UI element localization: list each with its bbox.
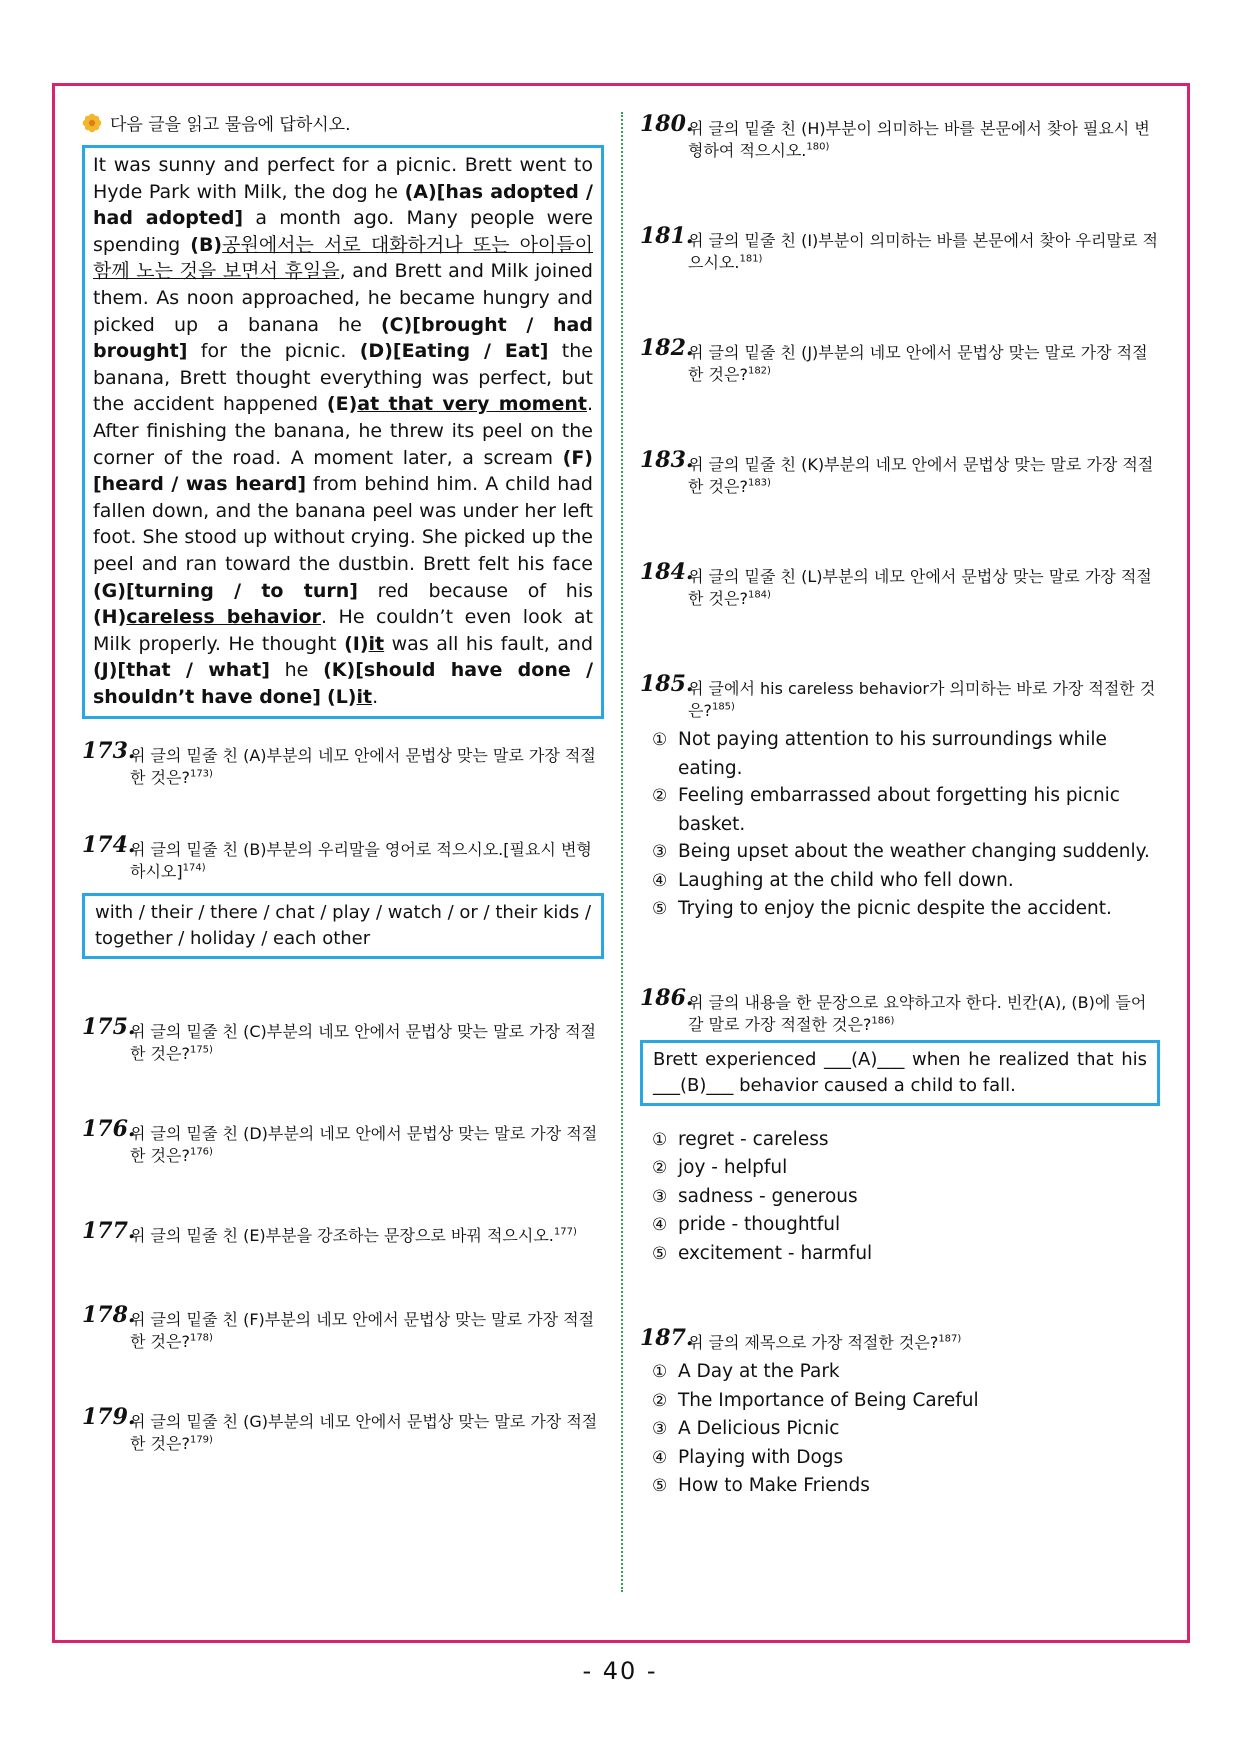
- answer-option[interactable]: [640, 1240, 1160, 1269]
- question-text: 위 글의 밑줄 친 (H)부분이 의미하는 바를 본문에서 찾아 필요시 변형하여 적으시오.: [688, 119, 1150, 160]
- passage-bold-run: (G)[turning / to turn]: [93, 579, 358, 602]
- passage-text-run: the banana, Brett thought everything was perfect, but the accident happened: [93, 340, 593, 416]
- question-text: 위 글의 밑줄 친 (G)부분의 네모 안에서 문법상 맞는 말로 가장 적절한 것은?: [130, 1412, 598, 1454]
- question-text: 위 글의 밑줄 친 (F)부분의 네모 안에서 문법상 맞는 말로 가장 적절한 것은?: [130, 1310, 595, 1352]
- option-text: The Importance of Being Careful: [678, 1389, 979, 1411]
- question-text: 위 글의 밑줄 친 (I)부분이 의미하는 바를 본문에서 찾아 우리말로 적으시오.: [688, 231, 1158, 272]
- option-text: Being upset about the weather changing suddenly.: [678, 841, 1150, 862]
- passage-text-run: . After finishing the banana, he threw its peel on the corner of the road. A moment later, a scream: [93, 393, 593, 469]
- option-text: Not paying attention to his surroundings while eating.: [678, 729, 1107, 779]
- answer-option[interactable]: [640, 1444, 1160, 1473]
- footnote-ref: 181): [739, 253, 763, 265]
- passage-text-run: was all his fault, and: [384, 632, 594, 655]
- option-marker: ④: [652, 870, 668, 891]
- passage-underlined-run: careless behavior: [126, 606, 321, 629]
- question-178: [82, 1302, 604, 1353]
- passage-bold-run: (J)[that / what]: [93, 659, 270, 682]
- footnote-ref: 175): [189, 1045, 213, 1057]
- question-182: [640, 335, 1160, 386]
- question-number: 173.: [82, 738, 136, 765]
- option-text: pride - thoughtful: [678, 1214, 841, 1235]
- option-marker: ②: [652, 786, 668, 806]
- options-185: [640, 726, 1160, 924]
- flower-icon: [82, 113, 102, 133]
- answer-option[interactable]: [640, 1126, 1160, 1155]
- question-text: 위 글의 밑줄 친 (D)부분의 네모 안에서 문법상 맞는 말로 가장 적절한 것은?: [130, 1124, 598, 1166]
- question-text: 위 글의 밑줄 친 (C)부분의 네모 안에서 문법상 맞는 말로 가장 적절한 것은?: [130, 1022, 597, 1064]
- option-marker: ④: [652, 1447, 668, 1468]
- option-text: How to Make Friends: [678, 1475, 870, 1496]
- answer-option[interactable]: [640, 1387, 1160, 1416]
- question-text: 위 글의 밑줄 친 (A)부분의 네모 안에서 문법상 맞는 말로 가장 적절한 것은?: [130, 746, 596, 788]
- question-text: 위 글의 밑줄 친 (B)부분의 우리말을 영어로 적으시오.[필요시 변형하시오]: [130, 840, 592, 882]
- options-186: [640, 1126, 1160, 1269]
- passage-text-run: .: [372, 685, 379, 708]
- footnote-ref: 180): [806, 141, 830, 153]
- option-marker: ③: [652, 1186, 668, 1207]
- passage-bold-run: (E): [326, 393, 358, 416]
- question-number: 180.: [640, 111, 694, 137]
- passage-underlined-run: 공원에서는 서로 대화하거나 또는 아이들이 함께 노는 것을 보면서 휴일을: [93, 233, 593, 283]
- passage-bold-run: (L): [327, 685, 357, 708]
- passage-bold-run: (B): [190, 233, 223, 256]
- question-185: [640, 671, 1160, 722]
- footnote-ref: 178): [189, 1333, 213, 1345]
- question-181: [640, 223, 1160, 274]
- option-marker: ②: [652, 1158, 668, 1178]
- passage-text-run: he: [269, 659, 324, 682]
- option-text: A Day at the Park: [678, 1361, 840, 1382]
- summary-sentence: Brett experienced ___(A)___ when he realized that his ___(B)___ behavior caused a child to fall.: [653, 1048, 1147, 1096]
- question-number: 185.: [640, 671, 694, 697]
- option-text: Feeling embarrassed about forgetting his picnic basket.: [678, 785, 1120, 835]
- option-marker: ④: [652, 1215, 668, 1235]
- answer-option[interactable]: [640, 867, 1160, 896]
- passage-underlined-run: at that very moment: [357, 393, 587, 416]
- question-183: [640, 447, 1160, 498]
- passage-text-run: , and Brett and Milk joined them. As noon approached, he became hungry and picked up a banana he: [93, 260, 593, 336]
- option-marker: ①: [652, 1362, 668, 1382]
- question-number: 174.: [82, 832, 136, 859]
- option-text: sadness - generous: [678, 1185, 858, 1207]
- right-column: [640, 110, 1160, 1501]
- answer-option[interactable]: [640, 1183, 1160, 1212]
- page-number: - 40 -: [582, 1657, 658, 1685]
- option-marker: ⑤: [652, 1243, 668, 1264]
- question-text: 위 글의 밑줄 친 (J)부분의 네모 안에서 문법상 맞는 말로 가장 적절한 것은?: [688, 343, 1148, 384]
- instruction-row: [82, 110, 604, 135]
- passage-text-run: . He couldn’t even look at Milk properly. He thought: [93, 606, 593, 655]
- question-186: [640, 984, 1160, 1036]
- instruction-text: 다음 글을 읽고 물음에 답하시오.: [110, 115, 351, 135]
- answer-option[interactable]: [640, 1358, 1160, 1387]
- option-marker: ⑤: [652, 899, 668, 919]
- footnote-ref: 183): [747, 477, 771, 489]
- option-marker: ⑤: [652, 1476, 668, 1496]
- option-marker: ③: [652, 1419, 668, 1439]
- option-text: excitement - harmful: [678, 1242, 873, 1264]
- question-number: 176.: [82, 1116, 136, 1143]
- footnote-ref: 184): [747, 589, 771, 601]
- question-text: 위 글의 밑줄 친 (L)부분의 네모 안에서 문법상 맞는 말로 가장 적절한 것은?: [688, 567, 1152, 608]
- answer-option[interactable]: [640, 782, 1160, 838]
- question-text: 위 글에서 his careless behavior가 의미하는 바로 가장 적절한 것은?: [688, 679, 1156, 720]
- passage-bold-run: (K)[should have done / shouldn’t have done]: [93, 659, 594, 708]
- question-179: [82, 1404, 604, 1455]
- passage-bold-run: (C)[brought / had brought]: [93, 313, 593, 363]
- question-number: 187.: [640, 1325, 694, 1351]
- option-text: Laughing at the child who fell down.: [678, 869, 1014, 891]
- passage-bold-run: (D)[Eating / Eat]: [359, 340, 549, 363]
- passage-text-run: red because of his: [357, 579, 593, 602]
- footnote-ref: 186): [871, 1015, 895, 1027]
- hint-word-box: [82, 893, 604, 959]
- passage-bold-run: (A)[has adopted / had adopted]: [93, 180, 593, 230]
- footnote-ref: 177): [553, 1227, 577, 1239]
- option-text: Playing with Dogs: [678, 1446, 844, 1468]
- summary-box: [640, 1040, 1160, 1106]
- answer-option[interactable]: [640, 1415, 1160, 1444]
- footnote-ref: 173): [189, 769, 213, 781]
- question-184: [640, 559, 1160, 610]
- option-text: Trying to enjoy the picnic despite the accident.: [678, 898, 1112, 919]
- answer-option[interactable]: [640, 1154, 1160, 1183]
- question-number: 184.: [640, 559, 694, 585]
- option-text: A Delicious Picnic: [678, 1418, 840, 1439]
- option-text: regret - careless: [678, 1128, 829, 1150]
- passage-bold-run: (I): [344, 632, 369, 655]
- answer-option[interactable]: [640, 1211, 1160, 1240]
- question-number: 175.: [82, 1014, 136, 1041]
- passage-text-run: a month ago. Many people were spending: [93, 207, 593, 256]
- question-text: 위 글의 내용을 한 문장으로 요약하고자 한다. 빈칸(A), (B)에 들어갈 말로 가장 적절한 것은?: [688, 992, 1147, 1034]
- answer-option[interactable]: [640, 838, 1160, 867]
- column-divider: [621, 112, 623, 1592]
- question-text: 위 글의 밑줄 친 (E)부분을 강조하는 문장으로 바꿔 적으시오.: [130, 1226, 554, 1246]
- question-175: [82, 1014, 604, 1065]
- left-column: [82, 110, 604, 1455]
- passage-underlined-run: it: [356, 685, 373, 708]
- footnote-ref: 187): [938, 1333, 962, 1345]
- answer-option[interactable]: [640, 726, 1160, 782]
- passage-text-run: for the picnic.: [187, 340, 360, 363]
- passage-underlined-run: it: [368, 632, 385, 655]
- question-number: 181.: [640, 223, 694, 249]
- question-number: 177.: [82, 1218, 136, 1245]
- question-173: [82, 738, 604, 789]
- footnote-ref: 182): [747, 365, 771, 377]
- options-187: [640, 1358, 1160, 1501]
- answer-option[interactable]: [640, 1472, 1160, 1501]
- question-177: [82, 1218, 604, 1247]
- question-text: 위 글의 제목으로 가장 적절한 것은?: [688, 1333, 939, 1352]
- question-number: 179.: [82, 1404, 136, 1431]
- option-marker: ③: [652, 842, 668, 862]
- question-number: 183.: [640, 447, 694, 473]
- question-number: 186.: [640, 984, 694, 1011]
- question-text: 위 글의 밑줄 친 (K)부분의 네모 안에서 문법상 맞는 말로 가장 적절한 것은?: [688, 455, 1154, 496]
- passage-bold-run: (H): [93, 606, 127, 629]
- question-number: 178.: [82, 1302, 136, 1329]
- option-marker: ①: [652, 730, 668, 750]
- question-number: 182.: [640, 335, 694, 361]
- passage-bold-run: (F)[heard / was heard]: [93, 446, 593, 496]
- question-174: [82, 832, 604, 883]
- footnote-ref: 179): [189, 1435, 213, 1447]
- passage-box: [82, 145, 604, 719]
- passage-text-run: It was sunny and perfect for a picnic. Brett went to Hyde Park with Milk, the dog he: [93, 154, 593, 203]
- question-187: [640, 1325, 1160, 1354]
- option-marker: ②: [652, 1390, 668, 1411]
- footnote-ref: 176): [189, 1147, 213, 1159]
- question-180: [640, 111, 1160, 162]
- answer-option[interactable]: [640, 895, 1160, 924]
- passage-text-run: from behind him. A child had fallen down, and the banana peel was under her left foot. She stood up without crying. She picked up the peel and ran toward the dustbin. Brett felt his face: [93, 473, 593, 575]
- hint-words: with / their / there / chat / play / watch / or / their kids / together / holiday / each other: [95, 902, 592, 950]
- option-text: joy - helpful: [678, 1157, 788, 1178]
- question-176: [82, 1116, 604, 1167]
- footnote-ref: 174): [182, 863, 206, 875]
- option-marker: ①: [652, 1129, 668, 1150]
- footnote-ref: 185): [711, 701, 735, 713]
